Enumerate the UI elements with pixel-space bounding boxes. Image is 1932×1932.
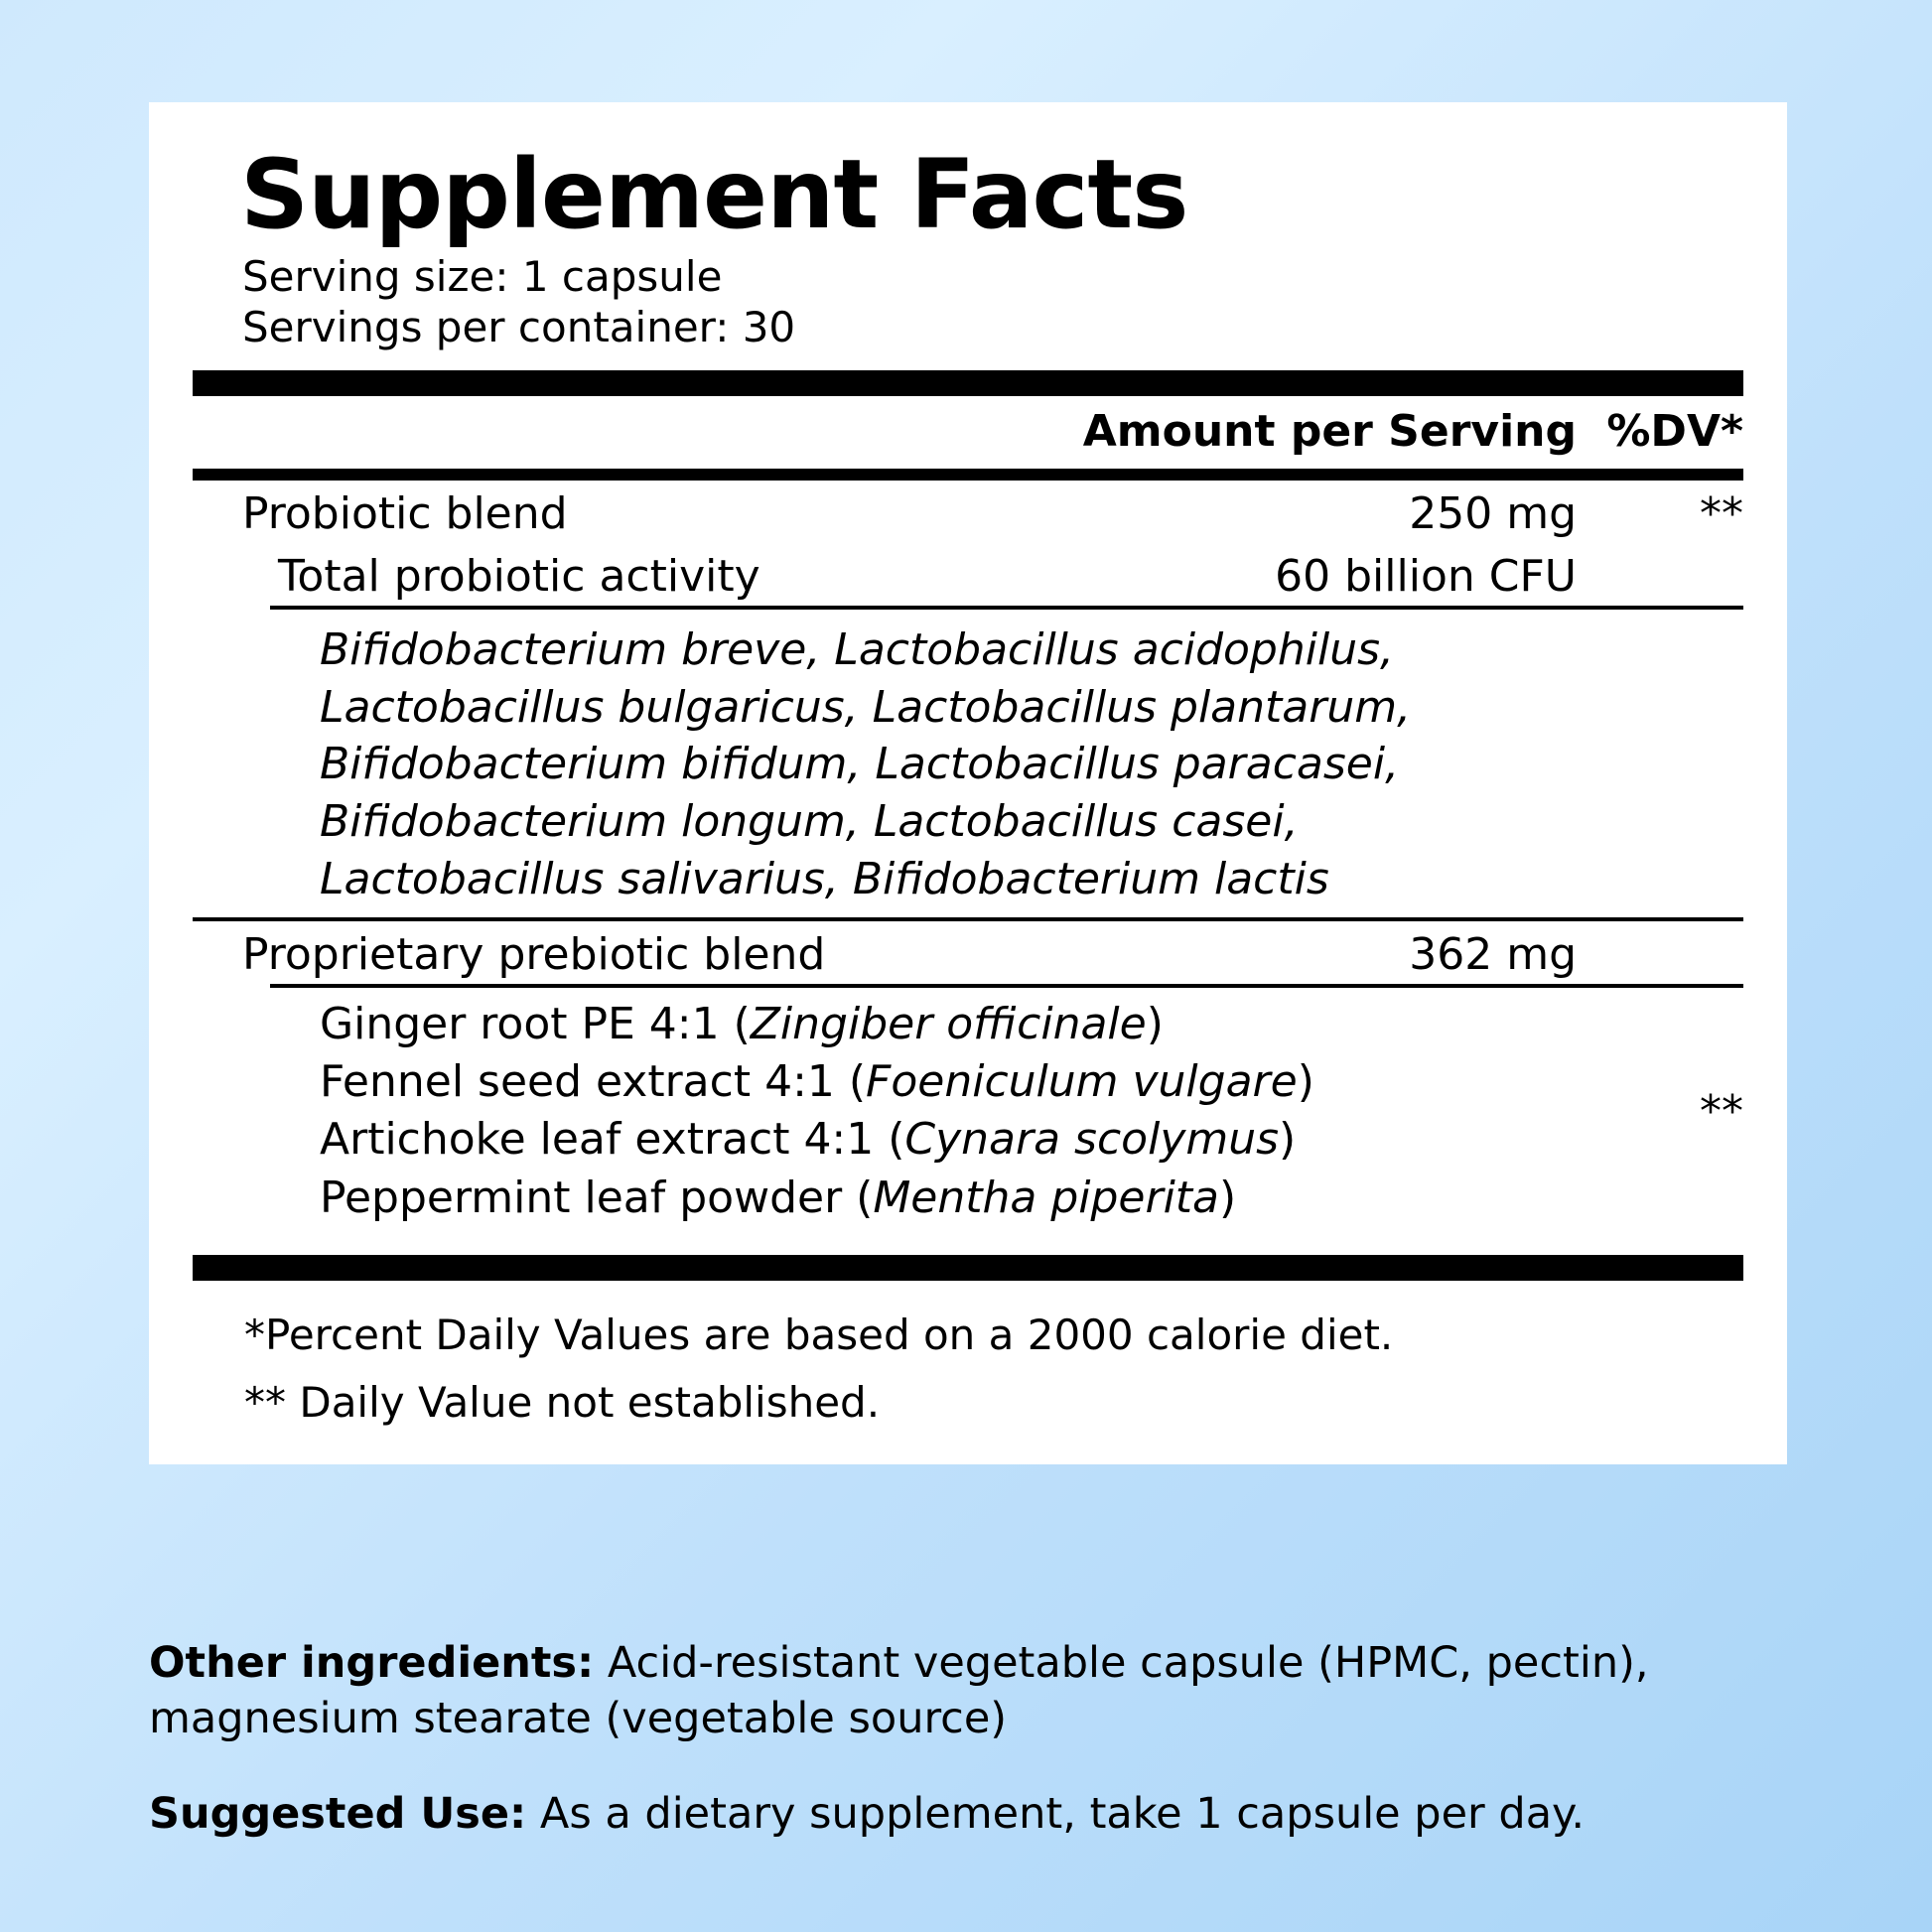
servings-per-container-text: Servings per container: 30 <box>242 302 796 351</box>
ingredient-common-name: Peppermint leaf powder ( <box>320 1172 874 1223</box>
divider-medium <box>193 469 1743 481</box>
list-item <box>320 1111 1577 1169</box>
page-title: Supplement Facts <box>240 139 1188 250</box>
probiotic-blend-dv: ** <box>1700 488 1743 540</box>
prebiotic-blend-label: Proprietary prebiotic blend <box>242 929 826 981</box>
prebiotic-blend-amount: 362 mg <box>1409 929 1577 981</box>
column-headers <box>242 396 1743 469</box>
divider-thick-top <box>193 370 1743 396</box>
ingredient-close-paren: ) <box>1297 1056 1314 1108</box>
ingredient-latin-name: Foeniculum vulgare <box>866 1056 1298 1108</box>
prebiotic-items <box>242 996 1577 1226</box>
serving-size-text: Serving size: 1 capsule <box>242 251 723 301</box>
ingredient-close-paren: ) <box>1146 999 1164 1050</box>
probiotic-strain-list: Bifidobacterium breve, Lactobacillus acidophilus, Lactobacillus bulgaricus, Lactobacillus plantarum, Bifidobacterium bifidum, Lactobacillus paracasei, Bifidobacterium longum, Lactobacillus casei, Lactobacillus salivarius, Bifidobacterium lactis <box>320 624 1412 904</box>
list-item <box>320 1053 1577 1111</box>
suggested-use-heading: Suggested Use: <box>149 1789 527 1839</box>
ingredient-common-name: Artichoke leaf extract 4:1 ( <box>320 1114 905 1166</box>
ingredient-common-name: Fennel seed extract 4:1 ( <box>320 1056 867 1108</box>
prebiotic-ingredient-list <box>242 988 1743 1236</box>
ingredient-close-paren: ) <box>1219 1172 1237 1223</box>
amount-per-serving-header: Amount per Serving <box>1082 406 1577 458</box>
ingredient-latin-name: Mentha piperita <box>873 1172 1220 1223</box>
probiotic-blend-amount: 250 mg <box>1409 488 1577 540</box>
total-probiotic-activity-label: Total probiotic activity <box>278 551 760 603</box>
ingredient-latin-name: Zingiber officinale <box>750 999 1147 1050</box>
ingredient-latin-name: Cynara scolymus <box>904 1114 1280 1166</box>
footnote-daily-values: *Percent Daily Values are based on a 2000 calorie diet. <box>244 1310 1394 1359</box>
table-row <box>242 921 1743 984</box>
ingredient-common-name: Ginger root PE 4:1 ( <box>320 999 751 1050</box>
other-ingredients-heading: Other ingredients: <box>149 1638 595 1688</box>
list-item <box>320 996 1577 1053</box>
table-row <box>242 543 1743 606</box>
divider-thick-bottom <box>193 1255 1743 1281</box>
supplement-facts-panel <box>149 102 1787 1464</box>
ingredient-close-paren: ) <box>1279 1114 1297 1166</box>
table-row <box>242 481 1743 543</box>
suggested-use-block <box>149 1787 1797 1843</box>
other-ingredients-block <box>149 1636 1797 1747</box>
footnote-not-established: ** Daily Value not established. <box>244 1377 881 1427</box>
suggested-use-text: As a dietary supplement, take 1 capsule per day. <box>526 1789 1586 1839</box>
total-probiotic-activity-amount: 60 billion CFU <box>1275 551 1577 603</box>
other-ingredients-text: Acid-resistant vegetable capsule (HPMC, pectin), magnesium stearate (vegetable source) <box>149 1638 1649 1743</box>
daily-value-header: %DV* <box>1606 406 1743 458</box>
prebiotic-items-dv: ** <box>1700 1085 1743 1137</box>
probiotic-blend-label: Probiotic blend <box>242 488 568 540</box>
list-item <box>320 1170 1577 1227</box>
